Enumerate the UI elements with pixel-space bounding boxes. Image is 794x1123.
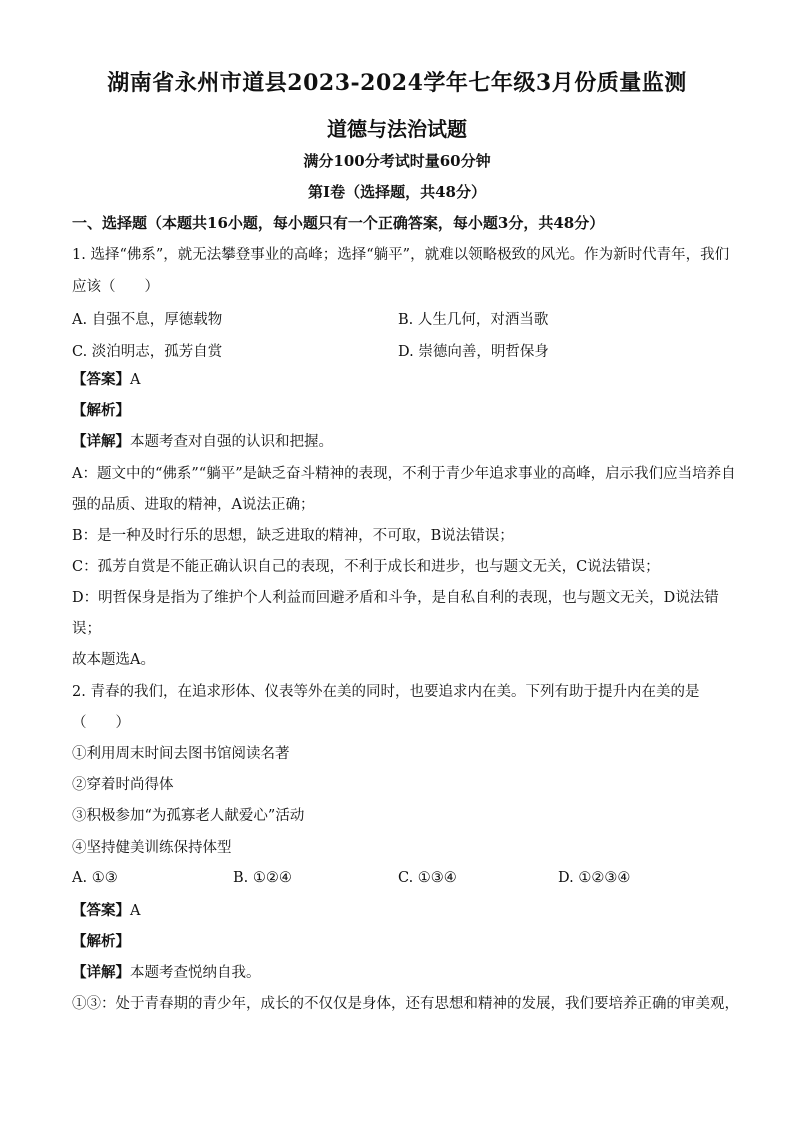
q1-option-a: A. 自强不息，厚德载物 [72,312,223,328]
q1-explain-line: 误； [72,621,101,637]
q2-item: ①利用周末时间去图书馆阅读名著 [72,746,290,762]
detail-text: 本题考查对自强的认识和把握。 [130,434,333,450]
q2-item: ②穿着时尚得体 [72,777,174,793]
detail-tag: 【详解】 [72,964,130,981]
exam-title: 湖南省永州市道县2023-2024学年七年级3月份质量监测 [107,70,687,96]
q1-explain-line: B：是一种及时行乐的思想，缺乏进取的精神，不可取，B说法错误； [72,528,514,544]
q2-item: ③积极参加“为孤寡老人献爱心”活动 [72,808,305,824]
q1-explain-line: 强的品质、进取的精神，A说法正确； [72,497,315,513]
q2-option-d: D. ①②③④ [558,870,631,886]
answer-tag: 【答案】 [72,371,130,388]
exam-subtitle: 道德与法治试题 [327,117,467,141]
q2-option-c: C. ①③④ [398,870,457,886]
detail-tag: 【详解】 [72,433,130,450]
answer-value: A [130,372,141,388]
q2-option-b: B. ①②④ [233,870,292,886]
q1-option-c: C. 淡泊明志，孤芳自赏 [72,344,223,360]
q1-explain-line: C：孤芳自赏是不能正确认识自己的表现，不利于成长和进步，也与题文无关，C说法错误； [72,559,660,575]
q1-analysis-tag: 【解析】 [72,402,130,419]
q2-stem-line1: 2. 青春的我们，在追求形体、仪表等外在美的同时，也要追求内在美。下列有助于提升内在美的是 [72,684,700,700]
q2-detail [72,963,732,983]
exam-meta: 满分100分考试时量60分钟 [303,152,491,170]
answer-value: A [130,903,141,919]
q1-option-b: B. 人生几何，对酒当歌 [398,312,549,328]
q2-option-a: A. ①③ [72,870,118,886]
volume-heading: 第Ⅰ卷（选择题，共48分） [308,183,486,201]
q1-explain-line: D：明哲保身是指为了维护个人利益而回避矛盾和斗争，是自私自利的表现，也与题文无关，D说法错 [72,590,719,606]
q1-detail [72,432,732,452]
answer-tag: 【答案】 [72,902,130,919]
q1-stem-line2: 应该（ ） [72,279,159,295]
q2-explain-line: ①③：处于青春期的青少年，成长的不仅仅是身体，还有思想和精神的发展，我们要培养正确的审美观， [72,996,739,1012]
q1-option-d: D. 崇德向善，明哲保身 [398,344,549,360]
q1-conclusion: 故本题选A。 [72,652,155,668]
q2-item: ④坚持健美训练保持体型 [72,840,232,856]
q2-stem-line2: （ ） [72,715,130,731]
detail-text: 本题考查悦纳自我。 [130,965,261,981]
q1-answer [72,370,732,390]
section-heading: 一、选择题（本题共16小题，每小题只有一个正确答案，每小题3分，共48分） [72,214,605,232]
q2-analysis-tag: 【解析】 [72,933,130,950]
q1-stem-line1: 1. 选择“佛系”，就无法攀登事业的高峰；选择“躺平”，就难以领略极致的风光。作为新时代青年，我们 [72,247,730,263]
q2-answer [72,901,732,921]
q1-explain-line: A：题文中的“佛系”“躺平”是缺乏奋斗精神的表现，不利于青少年追求事业的高峰，启示我们应当培养自 [72,466,736,482]
